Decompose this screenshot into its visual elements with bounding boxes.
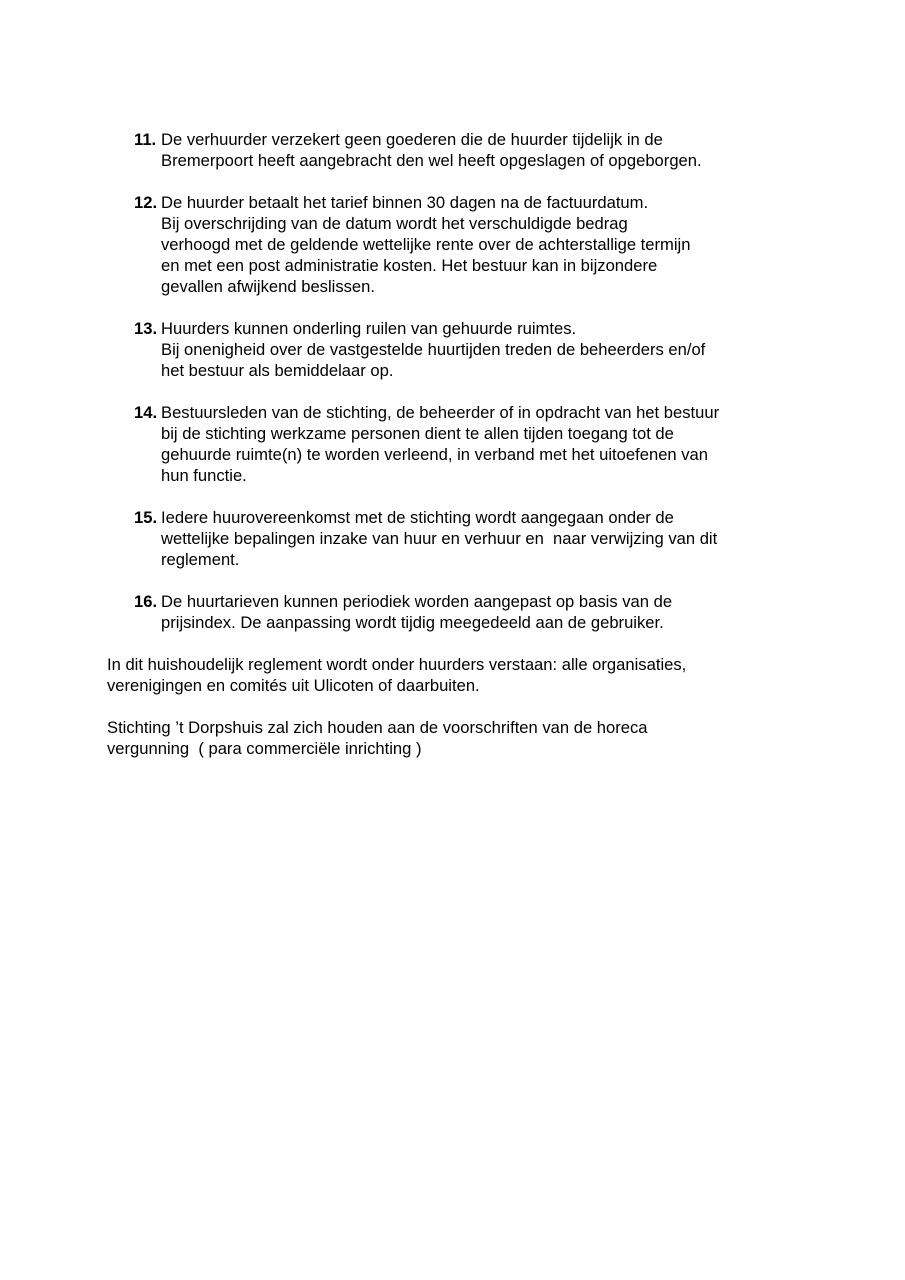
item-text-line: De huurtarieven kunnen periodiek worden aangepast op basis van de: [161, 592, 673, 611]
item-number: 13.: [134, 319, 158, 338]
item-number: 16.: [134, 592, 158, 611]
item-number: 14.: [134, 403, 158, 422]
item-text-line: wettelijke bepalingen inzake van huur en verhuur en naar verwijzing van dit: [161, 529, 718, 548]
item-text-line: verhoogd met de geldende wettelijke rente over de achterstallige termijn: [161, 235, 691, 254]
list-item-13: [134, 318, 794, 381]
list-item-16: [134, 591, 794, 633]
list-item-12: [134, 192, 794, 297]
item-number: 12.: [134, 193, 158, 212]
item-text-line: bij de stichting werkzame personen dient te allen tijden toegang tot de: [161, 424, 674, 443]
item-text-line: Iedere huurovereenkomst met de stichting wordt aangegaan onder de: [161, 508, 674, 527]
item-text-line: gevallen afwijkend beslissen.: [161, 277, 376, 296]
item-number: 11.: [134, 130, 157, 149]
item-text-line: hun functie.: [161, 466, 247, 485]
item-text-line: het bestuur als bemiddelaar op.: [161, 361, 394, 380]
list-item-14: [134, 402, 794, 486]
item-text-line: De huurder betaalt het tarief binnen 30 dagen na de factuurdatum.: [161, 193, 649, 212]
item-text-line: gehuurde ruimte(n) te worden verleend, in verband met het uitoefenen van: [161, 445, 709, 464]
paragraph-huurders-definition: [107, 654, 807, 696]
item-text-line: Huurders kunnen onderling ruilen van gehuurde ruimtes.: [161, 319, 577, 338]
list-item-11: [134, 129, 794, 171]
item-text-line: De verhuurder verzekert geen goederen die de huurder tijdelijk in de: [161, 130, 663, 149]
list-item-15: [134, 507, 794, 570]
item-text-line: en met een post administratie kosten. Het bestuur kan in bijzondere: [161, 256, 658, 275]
paragraph-text-line: vergunning ( para commerciële inrichting ): [107, 739, 422, 758]
item-number: 15.: [134, 508, 158, 527]
paragraph-horeca-vergunning: [107, 717, 807, 759]
item-text-line: Bij overschrijding van de datum wordt het verschuldigde bedrag: [161, 214, 628, 233]
item-text-line: prijsindex. De aanpassing wordt tijdig meegedeeld aan de gebruiker.: [161, 613, 664, 632]
item-text-line: Bij onenigheid over de vastgestelde huurtijden treden de beheerders en/of: [161, 340, 706, 359]
paragraph-text-line: Stichting ’t Dorpshuis zal zich houden aan de voorschriften van de horeca: [107, 718, 648, 737]
paragraph-text-line: verenigingen en comités uit Ulicoten of daarbuiten.: [107, 676, 480, 695]
item-text-line: Bremerpoort heeft aangebracht den wel heeft opgeslagen of opgeborgen.: [161, 151, 702, 170]
paragraph-text-line: In dit huishoudelijk reglement wordt onder huurders verstaan: alle organisaties,: [107, 655, 687, 674]
item-text-line: reglement.: [161, 550, 240, 569]
item-text-line: Bestuursleden van de stichting, de beheerder of in opdracht van het bestuur: [161, 403, 720, 422]
